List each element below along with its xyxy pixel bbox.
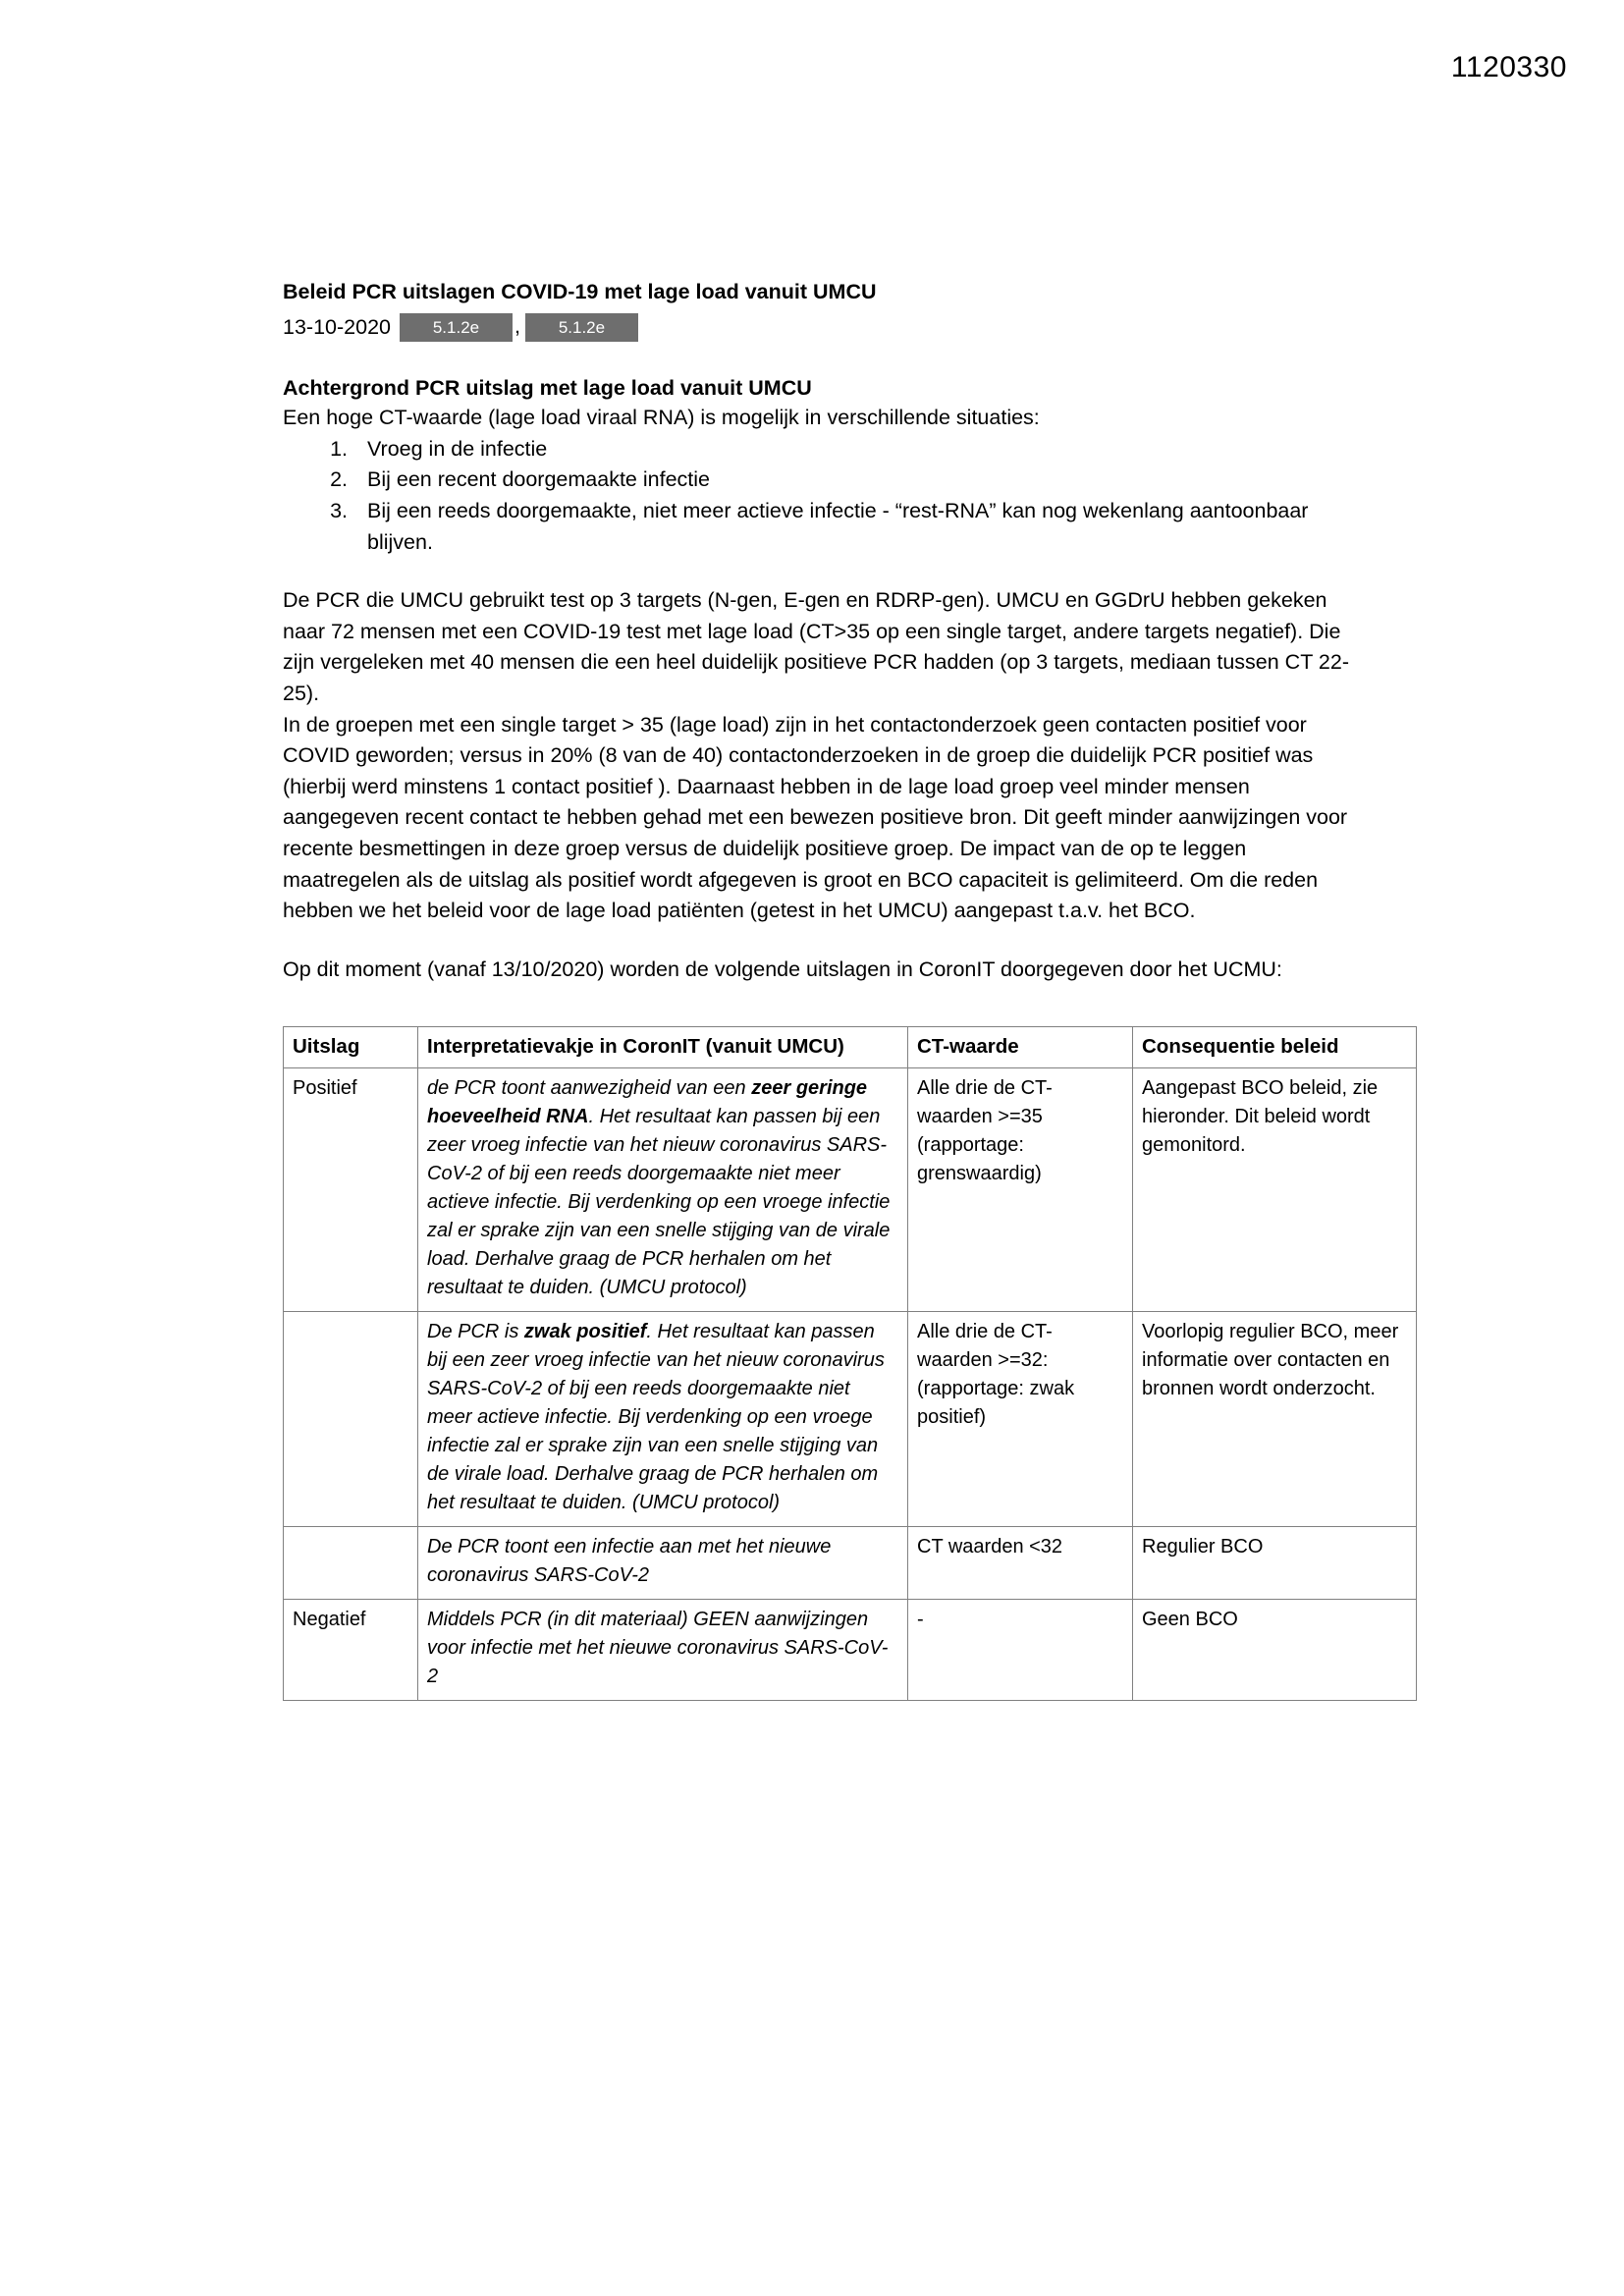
interp-bold: zeer geringe hoeveelheid RNA [427, 1077, 868, 1128]
cell-interpretatie [418, 1600, 908, 1701]
table-header [284, 1027, 1417, 1068]
table-row [284, 1068, 1417, 1312]
list-item: 1. Vroeg in de infectie [353, 434, 1359, 465]
cell-consequentie: Aangepast BCO beleid, zie hieronder. Dit beleid wordt gemonitord. [1133, 1068, 1417, 1312]
cell-consequentie: Voorlopig regulier BCO, meer informatie over contacten en bronnen wordt onderzocht. [1133, 1312, 1417, 1527]
cell-uitslag [284, 1312, 418, 1527]
document-date: 13-10-2020 [283, 314, 391, 339]
background-heading: Achtergrond PCR uitslag met lage load vanuit UMCU [283, 375, 812, 400]
table-body [284, 1068, 1417, 1701]
date-and-redactions-line [283, 311, 1359, 344]
column-header-uitslag: Uitslag [284, 1027, 418, 1068]
column-header-ct-waarde: CT-waarde [908, 1027, 1133, 1068]
redaction-box-1: 5.1.2e [400, 313, 513, 342]
cell-ct-waarde: - [908, 1600, 1133, 1701]
interp-pre: de PCR toont aanwezigheid van een [427, 1077, 752, 1100]
redaction-separator: , [514, 313, 520, 338]
interp-post: . Het resultaat kan passen bij een zeer vroeg infectie van het nieuw coronavirus SARS-CoV-2 of bij een reeds doorgemaakte niet meer actieve infectie. Bij verdenking op een vroege infectie zal er sprake zijn van een snelle stijging van de virale load. Derhalve graag de PCR herhalen om het resultaat te duiden. (UMCU protocol) [427, 1106, 891, 1299]
table-row [284, 1312, 1417, 1527]
cell-uitslag: Negatief [284, 1600, 418, 1701]
cell-consequentie: Regulier BCO [1133, 1527, 1417, 1600]
table-row [284, 1527, 1417, 1600]
list-item: 2. Bij een recent doorgemaakte infectie [353, 465, 1359, 496]
cell-ct-waarde: CT waarden <32 [908, 1527, 1133, 1600]
document-content [283, 277, 1399, 1701]
cell-ct-waarde: Alle drie de CT-waarden >=32: (rapportage: zwak positief) [908, 1312, 1133, 1527]
cell-uitslag [284, 1527, 418, 1600]
cell-interpretatie [418, 1068, 908, 1312]
list-item: 3. Bij een reeds doorgemaakte, niet meer actieve infectie - “rest-RNA” kan nog wekenlang aantoonbaar blijven. [353, 496, 1359, 558]
body-paragraph-3: Op dit moment (vanaf 13/10/2020) worden de volgende uitslagen in CoronIT doorgegeven door het UCMU: [283, 957, 1282, 981]
interp-bold: zwak positief [523, 1321, 647, 1343]
column-header-interpretatievakje: Interpretatievakje in CoronIT (vanuit UMCU) [418, 1027, 908, 1068]
interp-pre: Middels PCR (in dit materiaal) GEEN aanwijzingen voor infectie met het nieuwe coronavirus SARS-CoV-2 [427, 1609, 889, 1688]
cell-ct-waarde: Alle drie de CT-waarden >=35 (rapportage: grenswaardig) [908, 1068, 1133, 1312]
body-paragraph-1: De PCR die UMCU gebruikt test op 3 targets (N-gen, E-gen en RDRP-gen). UMCU en GGDrU hebben gekeken naar 72 mensen met een COVID-19 test met lage load (CT>35 op een single target, andere targets negatief). Die zijn vergeleken met 40 mensen die een heel duidelijk positieve PCR hadden (op 3 targets, mediaan tussen CT 22-25). [283, 588, 1349, 705]
table-header-row [284, 1027, 1417, 1068]
column-header-consequentie-beleid: Consequentie beleid [1133, 1027, 1417, 1068]
table-row [284, 1600, 1417, 1701]
interp-pre: De PCR is [427, 1321, 524, 1343]
cell-uitslag: Positief [284, 1068, 418, 1312]
document-title: Beleid PCR uitslagen COVID-19 met lage load vanuit UMCU [283, 280, 877, 303]
background-list [283, 434, 1359, 558]
background-intro: Een hoge CT-waarde (lage load viraal RNA) is mogelijk in verschillende situaties: [283, 406, 1040, 430]
cell-interpretatie [418, 1312, 908, 1527]
cell-consequentie: Geen BCO [1133, 1600, 1417, 1701]
cell-interpretatie [418, 1527, 908, 1600]
interp-pre: De PCR toont een infectie aan met het nieuwe coronavirus SARS-CoV-2 [427, 1536, 832, 1587]
policy-table [283, 1026, 1417, 1701]
redaction-box-2: 5.1.2e [525, 313, 638, 342]
page-stamp-number: 1120330 [1450, 51, 1567, 83]
body-paragraph-2: In de groepen met een single target > 35 (lage load) zijn in het contactonderzoek geen contacten positief voor COVID geworden; versus in 20% (8 van de 40) contactonderzoeken in de groep die duidelijk PCR positief was (hierbij werd minstens 1 contact positief ). Daarnaast hebben in de lage load groep veel minder mensen aangegeven recent contact te hebben gehad met een bewezen positieve bron. Dit geeft minder aanwijzingen voor recente besmettingen in deze groep versus de duidelijk positieve groep. De impact van de op te leggen maatregelen als de uitslag als positief wordt afgegeven is groot en BCO capaciteit is gelimiteerd. Om die reden hebben we het beleid voor de lage load patiënten (getest in het UMCU) aangepast t.a.v. het BCO. [283, 712, 1348, 923]
interp-post: . Het resultaat kan passen bij een zeer vroeg infectie van het nieuw coronavirus SARS-CoV-2 of bij een reeds doorgemaakte niet meer actieve infectie. Bij verdenking op een vroege infectie zal er sprake zijn van een snelle stijging van de virale load. Derhalve graag de PCR herhalen om het resultaat te duiden. (UMCU protocol) [427, 1321, 885, 1514]
